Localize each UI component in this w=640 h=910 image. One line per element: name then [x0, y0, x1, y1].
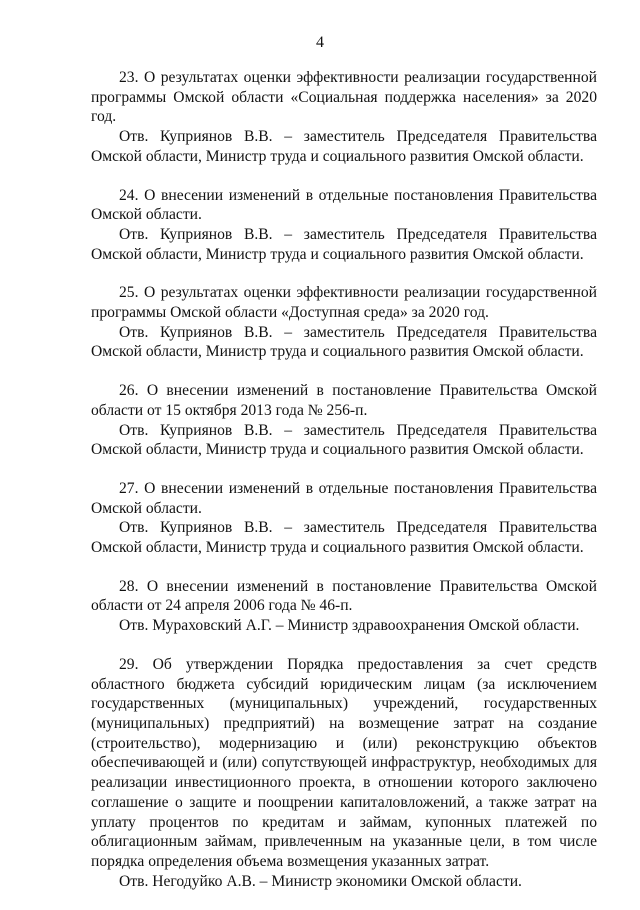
agenda-item-29: [91, 655, 597, 891]
agenda-item-title: 29. Об утверждении Порядка предоставления за счет средств областного бюджета субсидий юридическим лицам (за исключением государственных (муниципальных) учреждений, государственных (муниципальных) предприятий) на возмещение затрат на создание (строительство), модернизацию и (или) реконструкцию объектов обеспечивающей и (или) сопутствующей инфраструктур, необходимых для реализации инвестиционного проекта, в отношении которого заключено соглашение о защите и поощрении капиталовложений, а также затрат на уплату процентов по кредитам и займам, купонных платежей по облигационным займам, привлеченным на указанные цели, в том числе порядка определения объема возмещения указанных затрат.: [91, 655, 597, 870]
agenda-item-responsible: Отв. Куприянов В.В. – заместитель Председателя Правительства Омской области, Министр труда и социального развития Омской области.: [91, 225, 597, 263]
agenda-item-title: 23. О результатах оценки эффективности реализации государственной программы Омской области «Социальная поддержка населения» за 2020 год.: [91, 69, 597, 126]
agenda-item-responsible: Отв. Негодуйко А.В. – Министр экономики Омской области.: [119, 872, 522, 890]
agenda-item-title: 27. О внесении изменений в отдельные постановления Правительства Омской области.: [91, 479, 597, 517]
agenda-item-responsible: Отв. Куприянов В.В. – заместитель Председателя Правительства Омской области, Министр труда и социального развития Омской области.: [91, 128, 597, 165]
agenda-item-title: 26. О внесении изменений в постановление Правительства Омской области от 15 октября 2013 года № 256-п.: [91, 382, 597, 419]
agenda-item-28: [91, 577, 597, 636]
agenda-item-27: [91, 479, 597, 558]
agenda-item-26: [91, 381, 597, 460]
agenda-item-25: [91, 283, 597, 362]
agenda-item-responsible: Отв. Мураховский А.Г. – Министр здравоохранения Омской области.: [119, 617, 580, 635]
agenda-item-24: [91, 186, 597, 265]
page-number: 4: [316, 34, 324, 51]
agenda-item-title: 28. О внесении изменений в постановление Правительства Омской области от 24 апреля 2006 года № 46-п.: [91, 577, 597, 615]
agenda-item-responsible: Отв. Куприянов В.В. – заместитель Председателя Правительства Омской области, Министр труда и социального развития Омской области.: [91, 519, 597, 557]
agenda-item-responsible: Отв. Куприянов В.В. – заместитель Председателя Правительства Омской области, Министр труда и социального развития Омской области.: [91, 323, 597, 361]
agenda-item-23: [91, 68, 597, 167]
agenda-item-responsible: Отв. Куприянов В.В. – заместитель Председателя Правительства Омской области, Министр труда и социального развития Омской области.: [91, 421, 597, 459]
agenda-item-title: 25. О результатах оценки эффективности реализации государственной программы Омской области «Доступная среда» за 2020 год.: [91, 284, 597, 322]
agenda-item-title: 24. О внесении изменений в отдельные постановления Правительства Омской области.: [91, 186, 597, 224]
agenda-list: [91, 68, 597, 910]
